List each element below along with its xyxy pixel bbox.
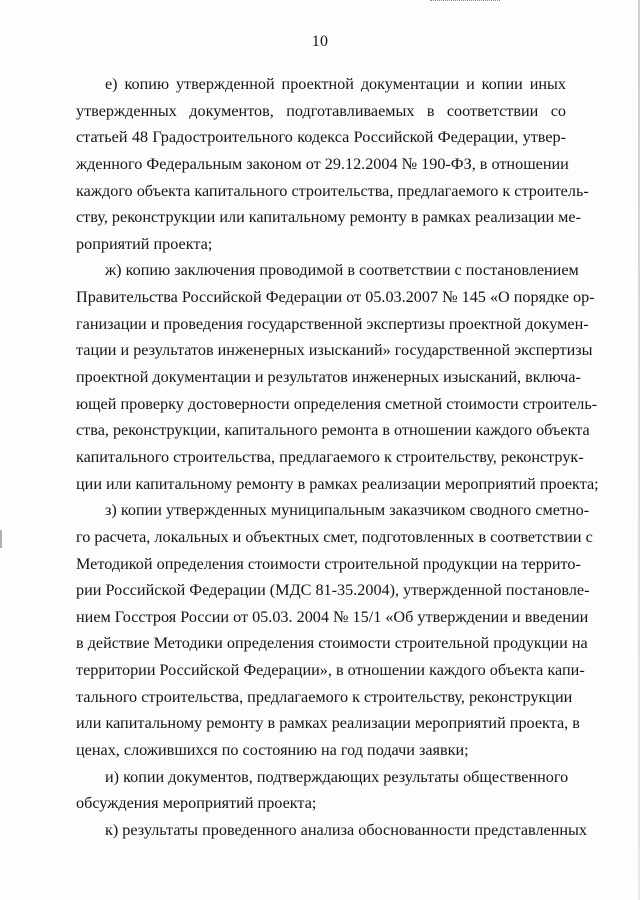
paragraph-z-line: рии Российской Федерации (МДС 81-35.2004), утвержденной постановле- xyxy=(76,581,590,600)
paragraph-e-line: е) копию утвержденной проектной документации и копии иных xyxy=(105,75,566,93)
paragraph-zh-line: ции или капитальному ремонту в рамках реализации мероприятий проекта; xyxy=(76,474,599,493)
paragraph-z-line: тального строительства, предлагаемого к строительству, реконструкции xyxy=(76,687,573,706)
paragraph-zh-line: тации и результатов инженерных изысканий» государственной экспертизы xyxy=(76,341,593,360)
paragraph-z-line: Методикой определения стоимости строительной продукции на террито- xyxy=(76,554,581,573)
paragraph-z-line: территории Российской Федерации», в отношении каждого объекта капи- xyxy=(76,661,585,680)
paragraph-e-line: жденного Федеральным законом от 29.12.2004 № 190-ФЗ, в отношении xyxy=(76,154,569,173)
paragraph-k-line: к) результаты проведенного анализа обоснованности представленных xyxy=(105,820,587,839)
paragraph-zh-line: проектной документации и результатов инженерных изысканий, включа- xyxy=(76,368,581,387)
scan-artifact-left xyxy=(0,530,2,548)
paragraph-z-line: в действие Методики определения стоимости строительной продукции на xyxy=(76,634,588,653)
paragraph-e-line: каждого объекта капитального строительства, предлагаемого к строитель- xyxy=(76,181,589,200)
document-body xyxy=(76,71,599,844)
paragraph-z-line: нием Госстроя России от 05.03. 2004 № 15/1 «Об утверждении и введении xyxy=(76,607,589,626)
paragraph-e-line: ству, реконструкции или капитальному ремонту в рамках реализации ме- xyxy=(76,208,581,227)
paragraph-zh-line: ства, реконструкции, капитального ремонта в отношении каждого объекта xyxy=(76,421,590,440)
paragraph-e-line: роприятий проекта; xyxy=(76,234,213,253)
paragraph-z-line: ценах, сложившихся по состоянию на год подачи заявки; xyxy=(76,741,469,760)
paragraph-z-line: з) копии утвержденных муниципальным заказчиком сводного сметно- xyxy=(105,501,590,520)
paragraph-zh-line: ющей проверку достоверности определения сметной стоимости строитель- xyxy=(76,394,598,413)
paragraph-z-line: или капитальному ремонту в рамках реализации мероприятий проекта, в xyxy=(76,714,580,733)
page-number: 10 xyxy=(311,33,329,50)
paragraph-zh-line: ж) копию заключения проводимой в соответствии с постановлением xyxy=(105,261,579,280)
paragraph-e-line: статьей 48 Градостроительного кодекса Российской Федерации, утвер- xyxy=(76,128,566,147)
paragraph-zh-line: ганизации и проведения государственной экспертизы проектной докумен- xyxy=(76,314,589,333)
paragraph-i-line: и) копии документов, подтверждающих результаты общественного xyxy=(105,767,569,786)
paragraph-e-line: утвержденных документов, подготавливаемых в соответствии со xyxy=(76,101,566,120)
paragraph-zh-line: Правительства Российской Федерации от 05.03.2007 № 145 «О порядке ор- xyxy=(76,288,595,307)
paragraph-zh-line: капитального строительства, предлагаемого к строительству, реконструк- xyxy=(76,447,584,466)
scan-artifact-top xyxy=(430,0,500,4)
paragraph-i-line: обсуждения мероприятий проекта; xyxy=(76,794,317,813)
paragraph-z-line: го расчета, локальных и объектных смет, подготовленных в соответствии с xyxy=(76,527,593,546)
